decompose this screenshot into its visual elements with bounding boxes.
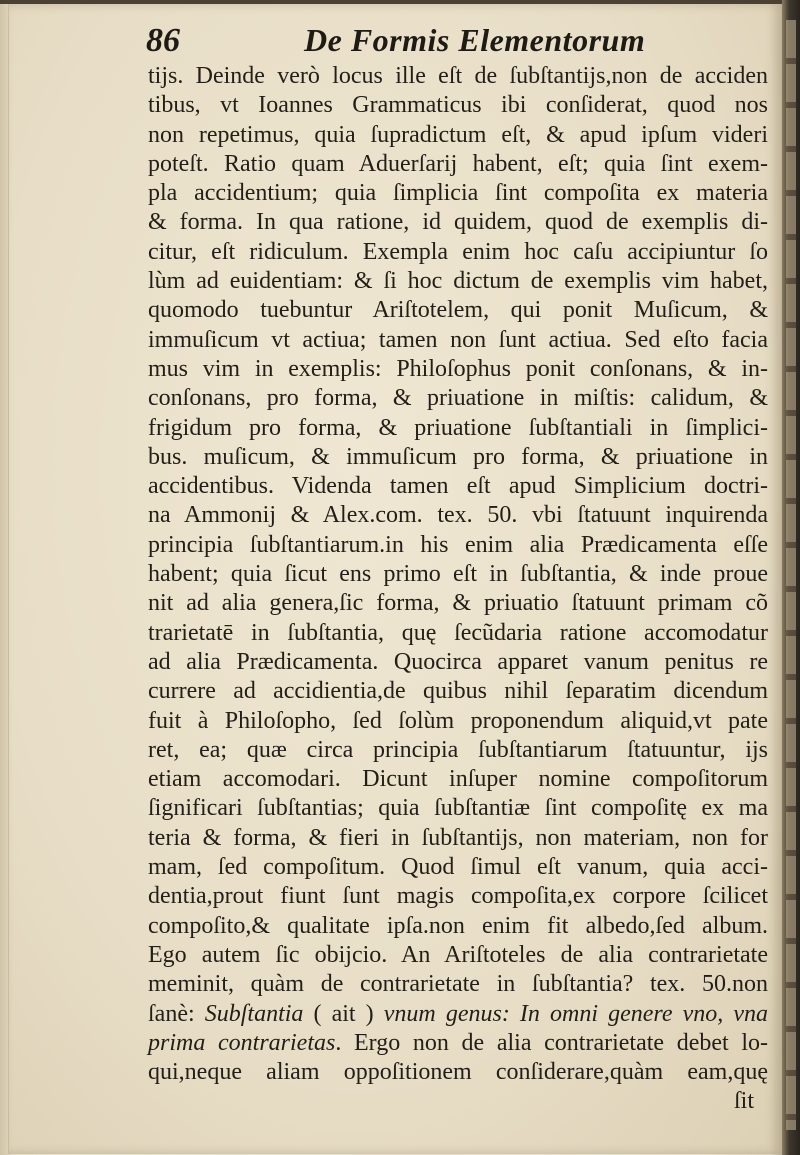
quote-text: vnum genus: In omni genere vno, vna [383, 1000, 768, 1027]
quote-line [148, 1000, 768, 1029]
text-line: habent; quia ſicut ens primo eſt in ſubſtantia, & inde proue [148, 561, 768, 588]
text-line: non repetimus, quia ſupradictum eſt, & apud ipſum videri [148, 121, 768, 148]
catchword: ſit [733, 1088, 754, 1115]
text-continuation: . Ergo non de alia contrarietate debet lo- [335, 1029, 768, 1056]
text-line: compoſito,& qualitate ipſa.non enim fit albedo,ſed album. [148, 912, 768, 939]
text-line: & forma. In qua ratione, id quidem, quod de exemplis di- [148, 209, 768, 236]
text-line: poteſt. Ratio quam Aduerſarij habent, eſt; quia ſint exem- [148, 150, 768, 177]
quote-attribution: ( ait ) [303, 1000, 384, 1027]
text-line: currere ad accidientia,de quibus nihil ſeparatim dicendum [148, 678, 768, 705]
text-line: tibus, vt Ioannes Grammaticus ibi conſiderat, quod nos [148, 92, 768, 119]
text-line: principia ſubſtantiarum.in his enim alia Prædicamenta eſſe [148, 531, 768, 558]
text-line: bus. muſicum, & immuſicum pro forma, & priuatione in [148, 443, 768, 470]
text-line: fuit à Philoſopho, ſed ſolùm proponendum aliquid,vt pate [148, 707, 768, 734]
text-line: ad alia Prædicamenta. Quocirca apparet vanum penitus re [148, 648, 768, 675]
text-line: tijs. Deinde verò locus ille eſt de ſubſtantijs,non de acciden [148, 63, 768, 89]
text-line: qui,neque aliam oppoſitionem conſiderare,quàm eam,quę [148, 1059, 768, 1086]
text-line: dentia,prout fiunt ſunt magis compoſita,ex corpore ſcilicet [148, 883, 768, 910]
text-line: citur, eſt ridiculum. Exempla enim hoc caſu accipiuntur ſo [148, 238, 768, 265]
text-line: mus vim in exemplis: Philoſophus ponit conſonans, & in- [148, 355, 768, 382]
text-line: na Ammonij & Alex.com. tex. 50. vbi ſtatuunt inquirenda [148, 502, 768, 529]
text-line: etiam accomodari. Dicunt inſuper nomine compoſitorum [148, 766, 768, 793]
text-line: ret, ea; quæ circa principia ſubſtantiarum ſtatuuntur, ijs [148, 736, 768, 763]
text-line: frigidum pro forma, & priuatione ſubſtantiali in ſimplici- [148, 414, 768, 441]
text-line: conſonans, pro forma, & priuatione in miſtis: calidum, & [148, 385, 768, 412]
text-line: trarietatē in ſubſtantia, quę ſecũdaria ratione accomodatur [148, 619, 768, 646]
text-line: accidentibus. Videnda tamen eſt apud Simplicium doctri- [148, 473, 768, 500]
body-text [148, 62, 768, 1117]
book-spine-edge [782, 0, 800, 1155]
text-line: pla accidentium; quia ſimplicia ſint compoſita ex materia [148, 180, 768, 207]
quote-prefix: ſanè: [148, 1000, 205, 1027]
text-line: mam, ſed compoſitum. Quod ſimul eſt vanum, quia acci- [148, 854, 768, 881]
page-edge-texture [786, 20, 796, 1130]
text-line: nit ad alia genera,ſic forma, & priuatio ſtatuunt primam cõ [148, 590, 768, 617]
text-line: immuſicum vt actiua; tamen non ſunt actiua. Sed eſto facia [148, 326, 768, 353]
running-title: De Formis Elementorum [304, 22, 646, 58]
quote-line [148, 1029, 768, 1058]
text-line: Ego autem ſic obijcio. An Ariſtoteles de alia contrarietate [148, 941, 768, 968]
text-line: meminit, quàm de contrarietate in ſubſtantia? tex. 50.non [148, 971, 768, 998]
page-number: 86 [146, 22, 180, 59]
text-line: ſignificari ſubſtantias; quia ſubſtantiæ ſint compoſitę ex ma [148, 795, 768, 822]
text-line: lùm ad euidentiam: & ſi hoc dictum de exemplis vim habet, [148, 268, 768, 295]
quote-subject: Subſtantia [204, 1000, 304, 1027]
quote-text: prima contrarietas [148, 1029, 336, 1056]
text-line: quomodo tuebuntur Ariſtotelem, qui ponit Muſicum, & [148, 297, 768, 324]
text-line: teria & forma, & fieri in ſubſtantijs, non materiam, non for [148, 824, 768, 851]
